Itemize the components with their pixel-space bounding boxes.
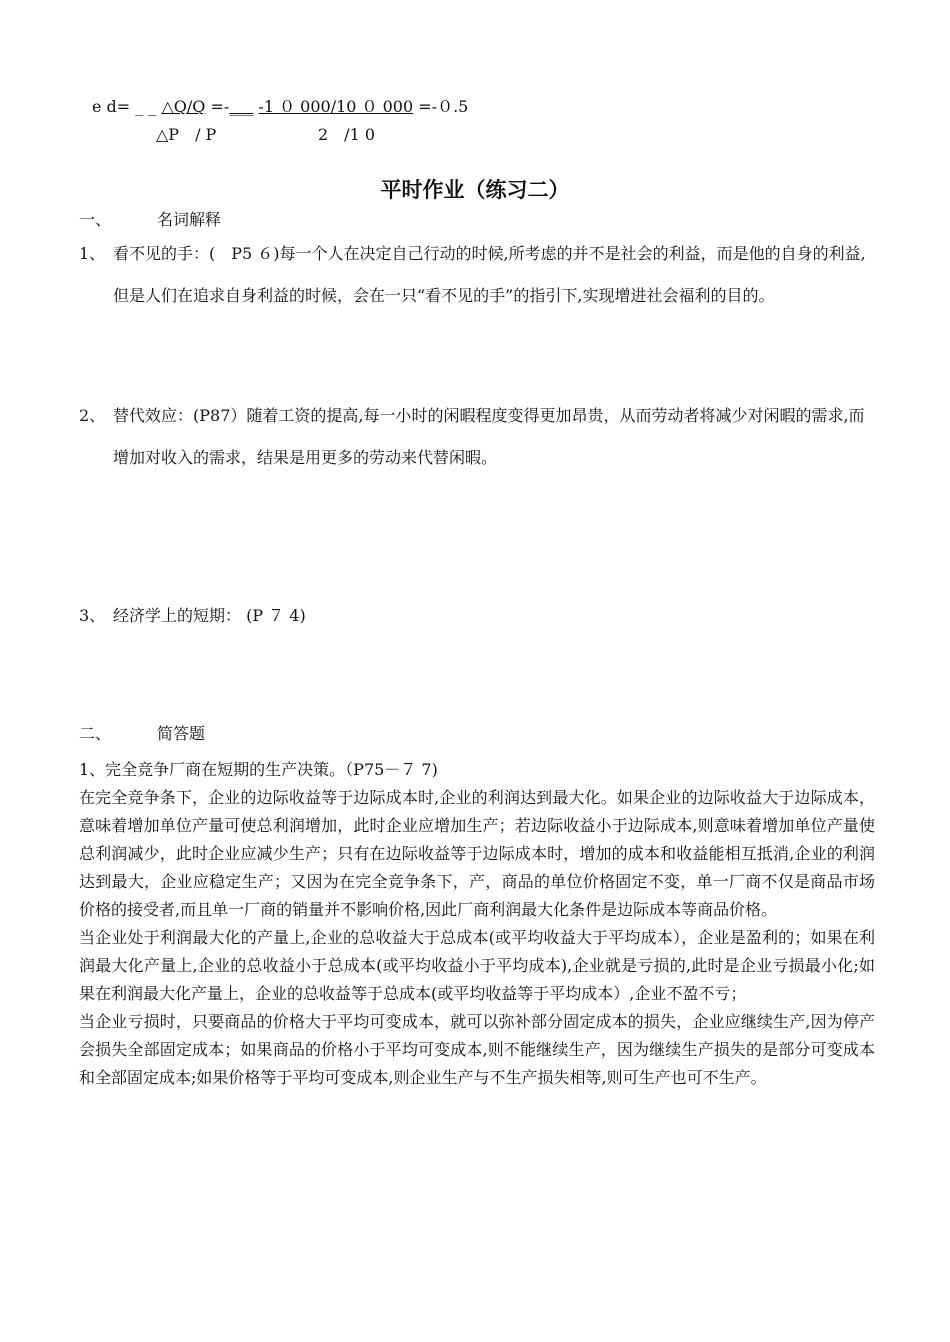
item-text: 看不见的手：( P5 ６)每一个人在决定自己行动的时候,所考虑的并不是社会的利益，而是他的自身的利益,但是人们在追求自身利益的时候，会在一只“看不见的手”的指引下,实现增进社会福利的目的。 (113, 244, 866, 305)
formula-gap: ___ (229, 97, 254, 116)
answer-paragraph-1: 在完全竞争条下，企业的边际收益等于边际成本时,企业的利润达到最大化。如果企业的边际收益大于边际成本，意味着增加单位产量可使总利润增加，此时企业应增加生产；若边际收益小于边际成本,则意味着增加单位产量使总利润减少，此时企业应减少生产；只有在边际收益等于边际成本时，增加的成本和收益能相互抵消,企业的利润达到最大，企业应稳定生产；又因为在完全竞争条下，产，商品的单位价格固定不变，单一厂商不仅是商品市场价格的接受者,而且单一厂商的销量并不影响价格,因此厂商利润最大化条件是边际成本等商品价格。 (79, 788, 875, 919)
formula-denominator-1: △P / P (156, 125, 217, 144)
section1-heading: 名词解释 (157, 210, 222, 229)
answer-paragraph-2: 当企业处于利润最大化的产量上,企业的总收益大于总成本(或平均收益大于平均成本），企业是盈利的；如果在利润最大化产量上,企业的总收益小于总成本(或平均收益小于平均成本),企业就是亏损的,此时是企业亏损最小化;如果在利润最大化产量上，企业的总收益等于总成本(或平均收益等于平均成本）,企业不盈不亏； (79, 928, 875, 1003)
definition-item-2 (79, 395, 875, 479)
item-text: 经济学上的短期： (P ７ 4) (113, 606, 306, 625)
formula-line-1 (92, 94, 468, 117)
question-heading: 1、完全竞争厂商在短期的生产决策。（P75－７ 7) (79, 760, 438, 779)
definition-item-1 (79, 233, 875, 317)
formula-denominator-2: 2 /1 0 (318, 125, 376, 144)
answer-block (79, 756, 875, 1092)
formula-lhs: e d= _ _ (92, 97, 157, 116)
item-text: 替代效应：(P87）随着工资的提高,每一小时的闲暇程度变得更加昂贵，从而劳动者将减少对闲暇的需求,而增加对收入的需求，结果是用更多的劳动来代替闲暇。 (113, 406, 865, 467)
section2-number: 二、 (79, 724, 112, 743)
item-number: 3、 (79, 606, 106, 625)
answer-paragraph-3: 当企业亏损时，只要商品的价格大于平均可变成本，就可以弥补部分固定成本的损失，企业应继续生产,因为停产会损失全部固定成本；如果商品的价格小于平均可变成本,则不能继续生产，因为继续生产损失的是部分可变成本和全部固定成本;如果价格等于平均可变成本,则企业生产与不生产损失相等,则可生产也可不生产。 (79, 1012, 875, 1087)
section1-number: 一、 (79, 210, 112, 229)
item-number: 2、 (79, 406, 106, 425)
section2-heading: 简答题 (157, 724, 206, 743)
formula-result: =-０.5 (418, 97, 469, 116)
item-number: 1、 (79, 244, 106, 263)
page-title: 平时作业（练习二） (380, 178, 570, 202)
formula-numerator-2: -1 ０ 000/10 ０ 000 (258, 97, 414, 116)
formula-numerator-1: △Q/Q (161, 97, 206, 116)
formula-equals: =- (210, 97, 230, 116)
definition-item-3 (79, 595, 875, 637)
